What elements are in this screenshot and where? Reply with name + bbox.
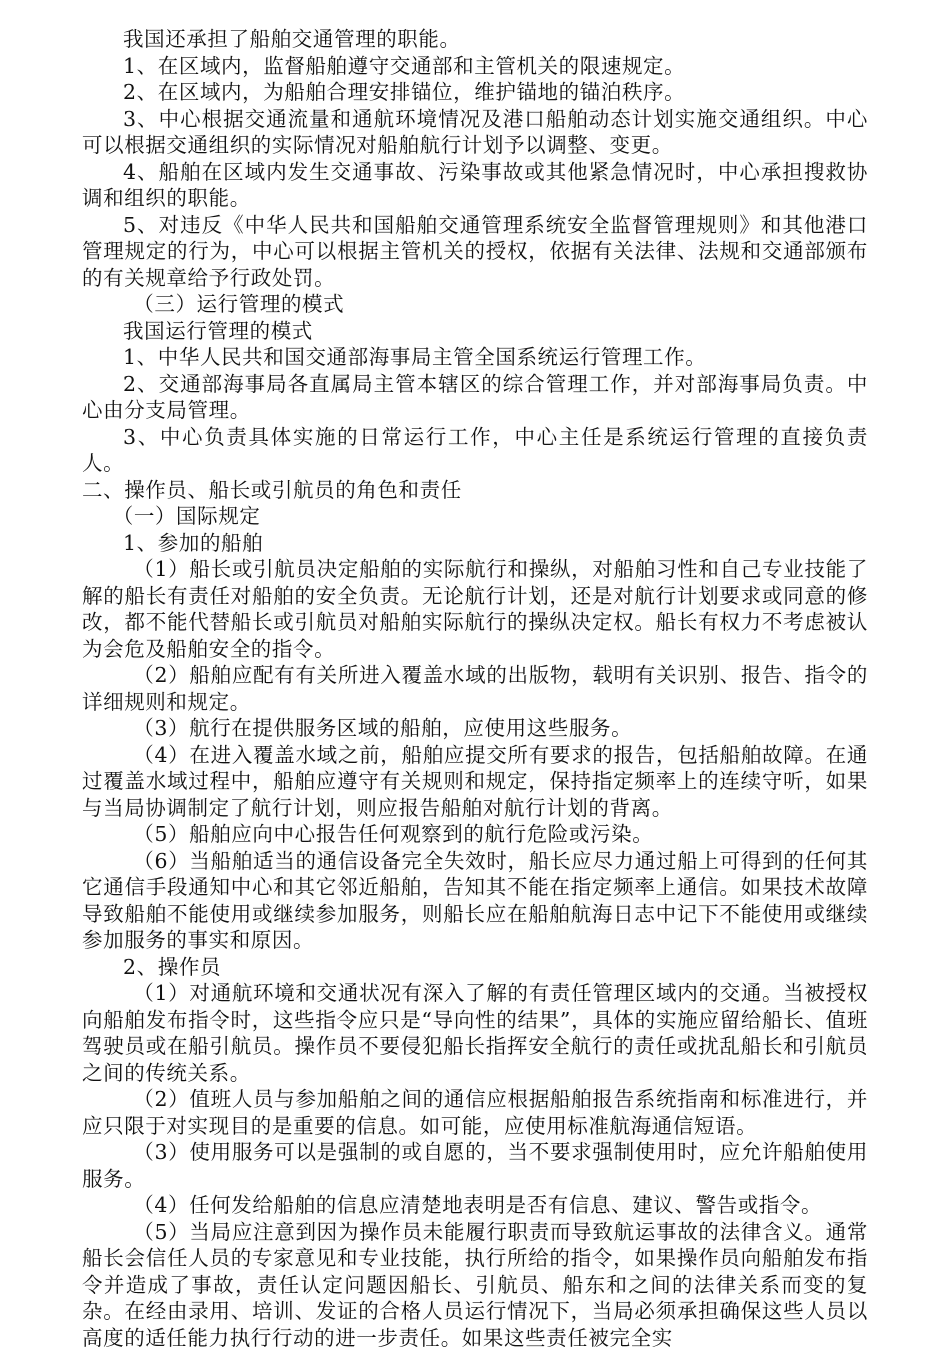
subsection-heading-operators: 2、操作员 [82, 954, 868, 981]
paragraph-item-4: 4、船舶在区域内发生交通事故、污染事故或其他紧急情况时，中心承担搜救协调和组织的职能。 [82, 159, 868, 212]
paragraph-ships-4: （4）在进入覆盖水域之前，船舶应提交所有要求的报告，包括船舶故障。在通过覆盖水域过程中，船舶应遵守有关规则和规定，保持指定频率上的连续守听，如果与当局协调制定了航行计划，则应报告船舶对航行计划的背离。 [82, 742, 868, 822]
paragraph-mode-2: 2、交通部海事局各直属局主管本辖区的综合管理工作，并对部海事局负责。中心由分支局管理。 [82, 371, 868, 424]
paragraph-item-2: 2、在区域内，为船舶合理安排锚位，维护锚地的锚泊秩序。 [82, 79, 868, 106]
subsection-heading-ships: 1、参加的船舶 [82, 530, 868, 557]
paragraph-item-5: 5、对违反《中华人民共和国船舶交通管理系统安全监督管理规则》和其他港口管理规定的行为，中心可以根据主管机关的授权，依据有关法律、法规和交通部颁布的有关规章给予行政处罚。 [82, 212, 868, 292]
paragraph-ships-3: （3）航行在提供服务区域的船舶，应使用这些服务。 [82, 715, 868, 742]
paragraph-operators-2: （2）值班人员与参加船舶之间的通信应根据船舶报告系统指南和标准进行，并应只限于对实现目的是重要的信息。如可能，应使用标准航海通信短语。 [82, 1086, 868, 1139]
document-page [82, 26, 868, 1351]
paragraph-ships-2: （2）船舶应配有有关所进入覆盖水域的出版物，载明有关识别、报告、指令的详细规则和规定。 [82, 662, 868, 715]
section-heading-3: （三）运行管理的模式 [82, 291, 868, 318]
paragraph-item-1: 1、在区域内，监督船舶遵守交通部和主管机关的限速规定。 [82, 53, 868, 80]
paragraph-mode-intro: 我国运行管理的模式 [82, 318, 868, 345]
paragraph-mode-3: 3、中心负责具体实施的日常运行工作，中心主任是系统运行管理的直接负责人。 [82, 424, 868, 477]
paragraph-intro: 我国还承担了船舶交通管理的职能。 [82, 26, 868, 53]
paragraph-operators-1: （1）对通航环境和交通状况有深入了解的有责任管理区域内的交通。当被授权向船舶发布指令时，这些指令应只是“导向性的结果”，具体的实施应留给船长、值班驾驶员或在船引航员。操作员不要侵犯船长指挥安全航行的责任或扰乱船长和引航员之间的传统关系。 [82, 980, 868, 1086]
paragraph-operators-3: （3）使用服务可以是强制的或自愿的，当不要求强制使用时，应允许船舶使用服务。 [82, 1139, 868, 1192]
paragraph-mode-1: 1、中华人民共和国交通部海事局主管全国系统运行管理工作。 [82, 344, 868, 371]
section-heading-1: （一）国际规定 [82, 503, 868, 530]
paragraph-operators-4: （4）任何发给船舶的信息应清楚地表明是否有信息、建议、警告或指令。 [82, 1192, 868, 1219]
paragraph-ships-1: （1）船长或引航员决定船舶的实际航行和操纵，对船舶习性和自己专业技能了解的船长有责任对船舶的安全负责。无论航行计划，还是对航行计划要求或同意的修改，都不能代替船长或引航员对船舶实际航行的操纵决定权。船长有权力不考虑被认为会危及船舶安全的指令。 [82, 556, 868, 662]
paragraph-ships-6: （6）当船舶适当的通信设备完全失效时，船长应尽力通过船上可得到的任何其它通信手段通知中心和其它邻近船舶，告知其不能在指定频率上通信。如果技术故障导致船舶不能使用或继续参加服务，则船长应在船舶航海日志中记下不能使用或继续参加服务的事实和原因。 [82, 848, 868, 954]
paragraph-item-3: 3、中心根据交通流量和通航环境情况及港口船舶动态计划实施交通组织。中心可以根据交通组织的实际情况对船舶航行计划予以调整、变更。 [82, 106, 868, 159]
chapter-heading-2: 二、操作员、船长或引航员的角色和责任 [82, 477, 868, 504]
paragraph-ships-5: （5）船舶应向中心报告任何观察到的航行危险或污染。 [82, 821, 868, 848]
paragraph-operators-5: （5）当局应注意到因为操作员未能履行职责而导致航运事故的法律含义。通常船长会信任人员的专家意见和专业技能，执行所给的指令，如果操作员向船舶发布指令并造成了事故，责任认定问题因船长、引航员、船东和之间的法律关系而变的复杂。在经由录用、培训、发证的合格人员运行情况下，当局必须承担确保这些人员以高度的适任能力执行行动的进一步责任。如果这些责任被完全实 [82, 1219, 868, 1351]
